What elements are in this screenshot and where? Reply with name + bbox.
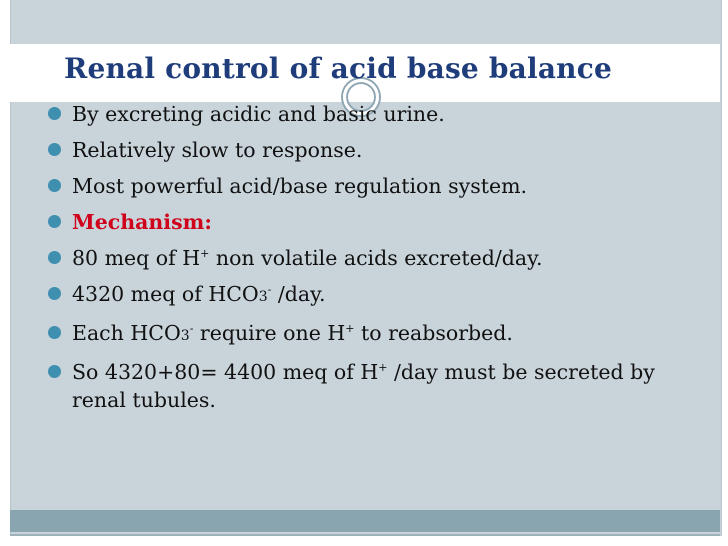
slide-title: Renal control of acid base balance: [64, 52, 612, 85]
bullet-icon: [48, 107, 61, 120]
bullet-item: So 4320+80= 4400 meq of H+ /day must be secreted by renal tubules.: [40, 358, 700, 414]
bullet-icon: [48, 287, 61, 300]
bullet-icon: [48, 365, 61, 378]
bullet-icon: [48, 215, 61, 228]
bullet-item: Most powerful acid/base regulation system.: [40, 172, 700, 200]
bullet-icon: [48, 326, 61, 339]
bullet-icon: [48, 251, 61, 264]
bullet-item-mechanism: Mechanism:: [40, 208, 700, 236]
bullet-icon: [48, 143, 61, 156]
bullet-item: Each HCO3- require one H+ to reabsorbed.: [40, 319, 700, 350]
footer-bar: [10, 510, 720, 532]
bullet-item: 80 meq of H+ non volatile acids excreted/day.: [40, 244, 700, 272]
bullet-item: 4320 meq of HCO3- /day.: [40, 280, 700, 311]
bullet-icon: [48, 179, 61, 192]
bullet-list: [40, 100, 700, 422]
bullet-item: By excreting acidic and basic urine.: [40, 100, 700, 128]
footer-line: [10, 534, 720, 536]
bullet-item: Relatively slow to response.: [40, 136, 700, 164]
